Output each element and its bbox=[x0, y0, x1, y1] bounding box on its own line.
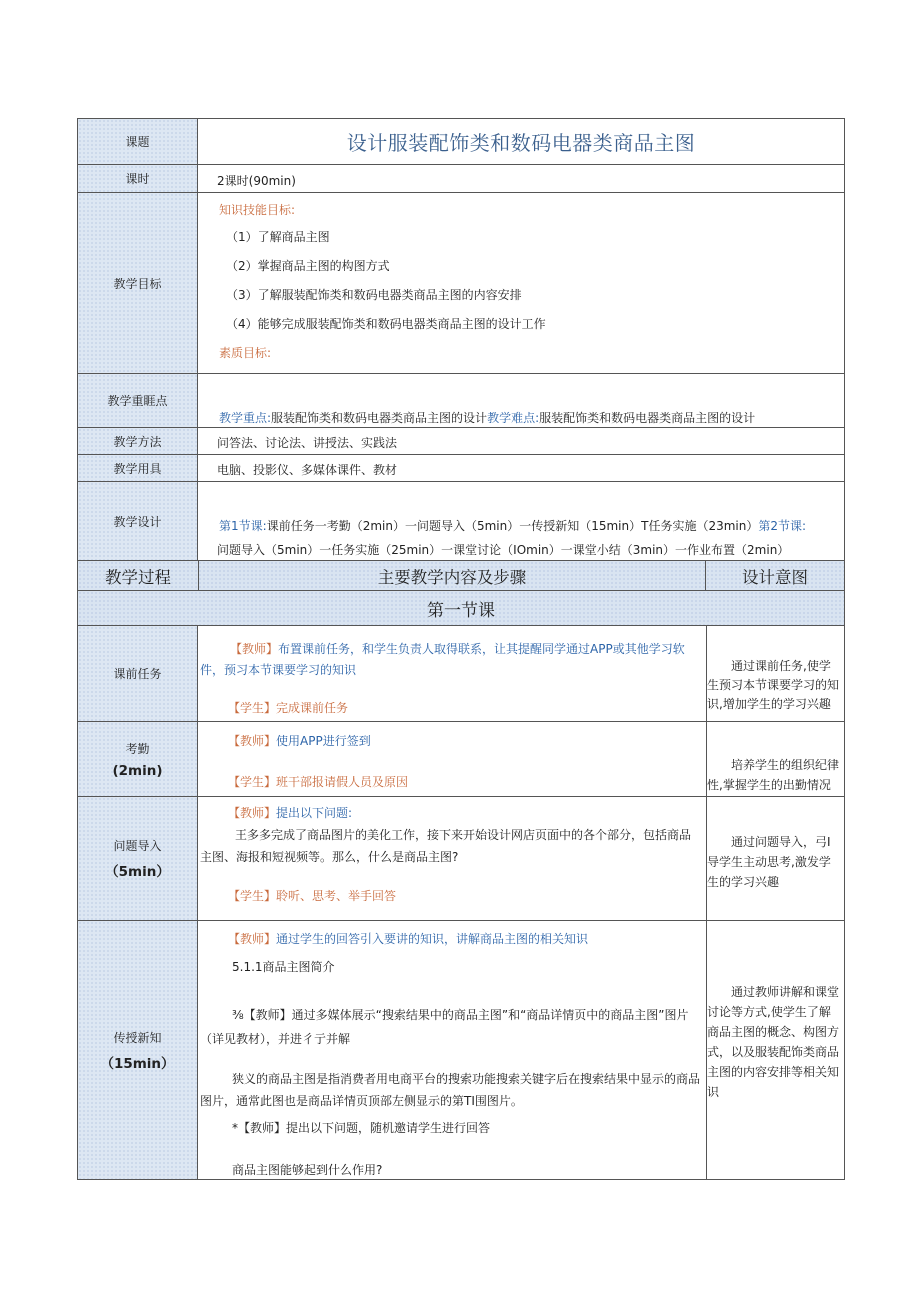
objective-item: （4）能够完成服装配饰类和数码电器类商品主图的设计工作 bbox=[226, 317, 546, 331]
label-newknowledge bbox=[78, 921, 198, 1179]
hours-value: 2课时(90min) bbox=[217, 174, 296, 188]
objective-item: （3）了解服装配饰类和数码电器类商品主图的内容安排 bbox=[226, 288, 522, 302]
student-tag: 【学生】 bbox=[228, 889, 277, 903]
col-text: 教学过程 bbox=[105, 567, 171, 587]
intro-teacher bbox=[228, 804, 352, 821]
attendance-student bbox=[228, 773, 408, 790]
row-hours bbox=[77, 164, 845, 192]
label-method bbox=[78, 428, 198, 454]
section-text: 第一节课 bbox=[427, 600, 495, 621]
label-keypoints bbox=[78, 374, 198, 427]
section-row bbox=[77, 590, 845, 625]
row-objectives bbox=[77, 192, 845, 373]
label-text: 课前任务 bbox=[113, 667, 162, 681]
teacher-text: 布置课前任务，和学生负责人取得联系，让其提醒同学通过APP或其他学习软件，预习本节课要学习的知识 bbox=[200, 642, 685, 677]
intent-text: 通过问题导入，弓I导学生主动思考,激发学生的学习兴趣 bbox=[707, 835, 831, 889]
row-pretask bbox=[77, 625, 845, 721]
teacher-tag: 【教师】 bbox=[228, 734, 277, 748]
student-text: 班干部报请假人员及原因 bbox=[276, 775, 409, 789]
key-text: 服装配饰类和数码电器类商品主图的设计 bbox=[271, 411, 488, 425]
intro-content bbox=[198, 797, 706, 920]
label-duration: (2min) bbox=[112, 762, 163, 779]
student-text: 聆听、思考、举手回答 bbox=[276, 889, 397, 903]
design-cell bbox=[198, 482, 844, 560]
method-cell bbox=[198, 428, 844, 454]
objectives-heading: 知识技能目标: bbox=[219, 203, 296, 217]
label-objectives bbox=[78, 193, 198, 373]
label-text: 教学用具 bbox=[113, 461, 162, 476]
intent-text: 通过教师讲解和课堂讨论等方式,使学生了解商品主图的概念、构图方式，以及服装配饰类商品主图的内容安排等相关知识 bbox=[707, 985, 840, 1099]
keypoints-line bbox=[219, 409, 755, 426]
label-design bbox=[78, 482, 198, 560]
design-line-1 bbox=[219, 517, 806, 534]
teacher-text: 使用APP进行签到 bbox=[276, 734, 371, 748]
teacher-tag: 【教师】 bbox=[228, 806, 277, 820]
design-line-2: 问题导入（5min）一任务实施（25min）一课堂讨论（IOmin）一课堂小结（3min）一作业布置（2min） bbox=[217, 543, 790, 557]
row-method bbox=[77, 427, 845, 454]
pretask-student bbox=[228, 699, 348, 716]
col-text: 设计意图 bbox=[742, 567, 808, 587]
difficulty-text: 服装配饰类和数码电器类商品主图的设计 bbox=[539, 411, 756, 425]
process-header-row bbox=[77, 560, 845, 590]
label-topic bbox=[78, 119, 198, 164]
topic-title: 设计服装配饰类和数码电器类商品主图 bbox=[346, 131, 696, 155]
attendance-content bbox=[198, 722, 706, 796]
design-text: 课前任务一考勤（2min）一问题导入（5min）一传授新知（15min）T任务实施（23min） bbox=[266, 519, 759, 533]
pretask-content bbox=[198, 626, 706, 721]
label-tools bbox=[78, 455, 198, 481]
col-intent bbox=[705, 561, 844, 590]
label-text: 问题导入 bbox=[113, 839, 162, 853]
label-attendance bbox=[78, 722, 198, 796]
row-design bbox=[77, 481, 845, 560]
label-text: 考勤 bbox=[125, 741, 150, 756]
row-newknowledge bbox=[77, 920, 845, 1180]
pretask-teacher bbox=[200, 639, 702, 681]
label-text: 传授新知 bbox=[113, 1030, 162, 1045]
newknowledge-para: ⅜【教师】通过多媒体展示“搜索结果中的商品主图”和“商品详情页中的商品主图”图片（详见教材），并进彳亍并解 bbox=[200, 1008, 689, 1046]
attendance-intent bbox=[706, 722, 844, 796]
label-pretask bbox=[78, 626, 198, 721]
design-prefix: 第2节课: bbox=[758, 519, 807, 533]
label-text: 课时 bbox=[125, 172, 150, 186]
lesson-plan-table bbox=[77, 118, 845, 1180]
label-text: 教学目标 bbox=[113, 276, 162, 291]
row-attendance bbox=[77, 721, 845, 796]
col-text: 主要教学内容及步骤 bbox=[377, 567, 527, 587]
pretask-intent bbox=[706, 626, 844, 721]
intro-student bbox=[228, 887, 396, 904]
row-tools bbox=[77, 454, 845, 481]
teacher-text: 提出以下问题: bbox=[276, 806, 353, 820]
label-hours bbox=[78, 165, 198, 192]
section-title bbox=[78, 591, 844, 625]
newknowledge-question: *【教师】提出以下问题，随机邀请学生进行回答 bbox=[232, 1121, 491, 1135]
label-duration: （5min） bbox=[105, 864, 170, 880]
objective-item: （2）掌握商品主图的构图方式 bbox=[226, 259, 390, 273]
col-content bbox=[198, 561, 706, 590]
design-prefix: 第1节课: bbox=[219, 519, 267, 533]
label-text: 教学设计 bbox=[113, 514, 162, 529]
hours-cell bbox=[198, 165, 844, 192]
intro-intent bbox=[706, 797, 844, 920]
student-tag: 【学生】 bbox=[228, 701, 277, 715]
student-tag: 【学生】 bbox=[228, 775, 277, 789]
label-text: 教学重睚点 bbox=[107, 394, 168, 408]
teacher-text: 通过学生的回答引入要讲的知识，讲解商品主图的相关知识 bbox=[276, 932, 589, 946]
newknowledge-para: 狭义的商品主图是指消费者用电商平台的搜索功能搜索关键字后在搜索结果中显示的商品图片，通常此图也是商品详情页顶部左侧显示的第TI围图片。 bbox=[200, 1072, 701, 1108]
difficulty-prefix: 教学难点: bbox=[487, 411, 540, 425]
key-prefix: 教学重点: bbox=[219, 411, 272, 425]
label-duration: （15min） bbox=[100, 1055, 175, 1072]
quality-heading: 素质目标: bbox=[219, 346, 272, 360]
newknowledge-content bbox=[198, 921, 706, 1179]
keypoints-cell bbox=[198, 374, 844, 427]
label-intro bbox=[78, 797, 198, 920]
newknowledge-section: 5.1.1商品主图简介 bbox=[232, 960, 335, 974]
objectives-cell bbox=[198, 193, 844, 373]
label-text: 课题 bbox=[125, 135, 150, 149]
label-text: 教学方法 bbox=[113, 434, 162, 449]
intro-body: 王多多完成了商品图片的美化工作，接下来开始设计网店页面中的各个部分，包括商品主图、海报和短视频等。那么，什么是商品主图? bbox=[200, 828, 692, 864]
method-value: 问答法、讨论法、讲授法、实践法 bbox=[217, 436, 398, 450]
tools-value: 电脑、投影仪、多媒体课件、教材 bbox=[217, 463, 398, 477]
intent-text: 通过课前任务,使学生预习本节课要学习的知识,增加学生的学习兴趣 bbox=[707, 659, 840, 711]
row-keypoints bbox=[77, 373, 845, 427]
intent-text: 培养学生的组织纪律性,掌握学生的出勤情况 bbox=[707, 758, 840, 792]
topic-cell bbox=[198, 119, 844, 164]
col-process bbox=[78, 561, 199, 590]
newknowledge-intent bbox=[706, 921, 844, 1179]
row-intro bbox=[77, 796, 845, 920]
tools-cell bbox=[198, 455, 844, 481]
teacher-tag: 【教师】 bbox=[230, 642, 279, 656]
objective-item: （1）了解商品主图 bbox=[226, 230, 330, 244]
newknowledge-question-text: 商品主图能够起到什么作用? bbox=[232, 1163, 383, 1177]
attendance-teacher bbox=[228, 732, 371, 749]
row-topic bbox=[77, 118, 845, 164]
student-text: 完成课前任务 bbox=[276, 701, 349, 715]
newknowledge-teacher bbox=[228, 930, 588, 947]
teacher-tag: 【教师】 bbox=[228, 932, 277, 946]
